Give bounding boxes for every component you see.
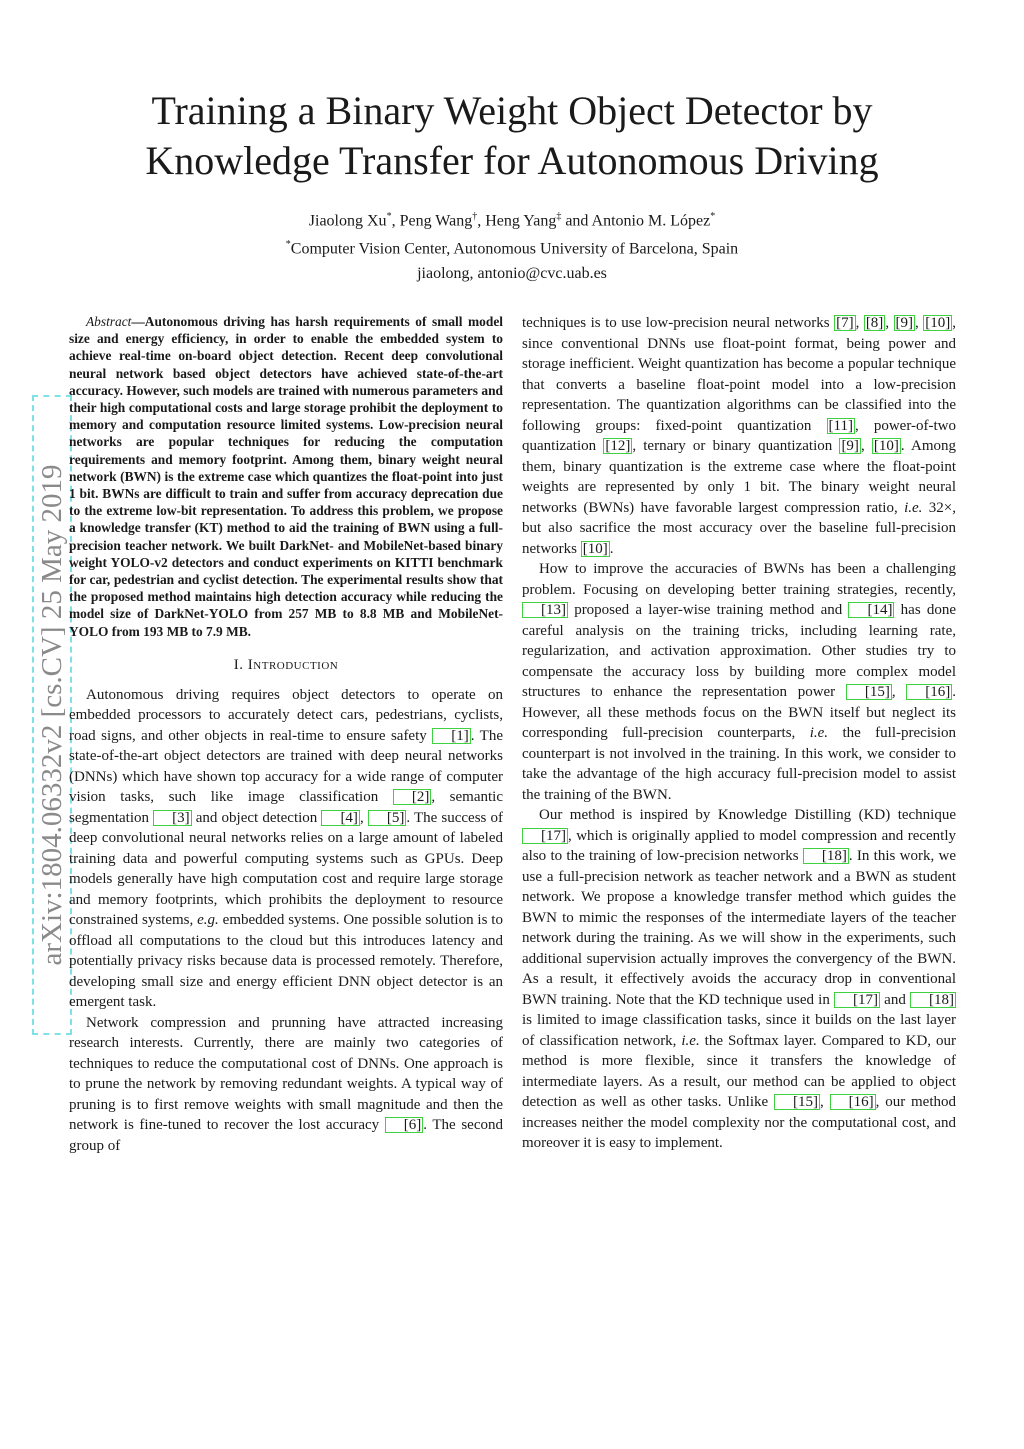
citation-link[interactable]: [16] xyxy=(830,1094,876,1110)
arxiv-stamp[interactable]: arXiv:1804.06332v2 [cs.CV] 25 May 2019 xyxy=(32,395,72,1035)
citation-link[interactable]: [1] xyxy=(432,728,471,744)
paragraph: Our method is inspired by Knowledge Distilling (KD) technique[17] , which is originally applied to model compression and recently also to the training of low-precision networks [18] . In this work, we use a full-precision network as teacher network and a BWN as student network. We propose a knowledge transfer method which guides the BWN to mimic the responses of the intermediate layers of the teacher network during the training. As we will show in the experiments, such additional supervision actually improves the convergency of the BWN. As a result, it effectively avoids the accuracy drop in conventional BWN training. Note that the KD technique used in [17] and [18] is limited to image classification tasks, since it builds on the last layer of classification network, i.e. the Softmax layer. Compared to KD, our method is more flexible, since it transfers the knowledge of intermediate layers. As a result, our method can be applied to object detection as well as other tasks. Unlike [15] , [16] , our method increases neither the model complexity nor the computational cost, and moreover it is easy to implement. xyxy=(522,807,957,1151)
citation-link[interactable]: [2] xyxy=(393,789,432,805)
citation-link[interactable]: [17] xyxy=(834,992,880,1008)
abstract-label: Abstract xyxy=(86,314,132,329)
affiliation-mark: ‡ xyxy=(556,211,562,222)
citation-link[interactable]: [14] xyxy=(848,602,894,618)
citation-link[interactable]: [6] xyxy=(385,1117,424,1133)
citation-link[interactable]: [17] xyxy=(522,828,568,844)
right-column xyxy=(522,313,956,1154)
citation-link[interactable]: [10] xyxy=(873,438,899,454)
citation-link[interactable]: [7] xyxy=(836,315,854,331)
author-xu: Jiaolong Xu xyxy=(308,212,387,230)
citation-link[interactable]: [5] xyxy=(368,810,407,826)
citation-link[interactable]: [11] xyxy=(828,417,853,434)
paragraph: Autonomous driving requires object detectors to operate on embedded processors to accurately detect cars, pedestrians, cyclists, road signs, and other objects in real-time to ensure safety [1] . The state-of-the-art object detectors are trained with deep neural networks (DNNs) which have shown top accuracy for a wide range of computer vision tasks, such like image classification [2] , semantic segmentation [3] and object detection [4] , [5] . The success of deep convolutional neural networks relies on a large amount of labeled training data and powerful computing systems such as GPUs. Deep models generally have high computation cost and require large storage and memory footprints, which prohibits the deployment to resource constrained systems, e.g. embedded systems. One possible solution is to offload all computations to the cloud but this introduces latency and potentially privacy risks because data is processed remotely. Therefore, developing small size and energy efficient DNN object detector is an emergent task. xyxy=(69,686,504,1011)
affiliation-mark: * xyxy=(386,211,392,222)
paragraph: How to improve the accuracies of BWNs has been a challenging problem. Focusing on developing better training strategies, recently, [13] proposed a layer-wise training method and [14] has done careful analysis on the training tricks, including learning rate, regularization, and activation approximation. Other studies try to compensate the accuracy loss by building more complex model structures to enhance the representation power [15] , [16] . However, all these methods focus on the BWN itself but neglect its corresponding full-precision counterparts, i.e. the full-precision counterpart is not involved in the training. In this work, we consider to take the advantage of the high accuracy full-precision model to assist the training of the BWN. xyxy=(522,561,957,803)
affiliation-mark: * xyxy=(710,211,716,222)
citation-link[interactable]: [12] xyxy=(605,438,631,454)
citation-link[interactable]: [13] xyxy=(522,602,568,618)
citation-link[interactable]: [9] xyxy=(895,315,914,331)
citation-link[interactable]: [10] xyxy=(582,540,608,557)
section-heading xyxy=(69,655,503,675)
citation-link[interactable]: [3] xyxy=(153,810,192,826)
left-column xyxy=(69,313,503,1156)
author-lopez: and Antonio M. López xyxy=(561,212,711,230)
author-wang: , Peng Wang xyxy=(391,212,473,230)
citation-link[interactable]: [18] xyxy=(910,992,956,1008)
section-title: Introduction xyxy=(247,656,339,673)
author-block xyxy=(0,205,1024,286)
citation-link[interactable]: [16] xyxy=(906,684,952,700)
affiliation-text: Computer Vision Center, Autonomous University of Barcelona, Spain xyxy=(290,240,739,258)
author-yang: , Heng Yang xyxy=(477,212,557,230)
abstract xyxy=(69,313,503,640)
citation-link[interactable]: [18] xyxy=(803,848,849,864)
affiliation-mark: * xyxy=(285,239,291,251)
author-names xyxy=(0,205,1024,233)
section-number: I. xyxy=(233,656,244,673)
citation-link[interactable]: [8] xyxy=(865,315,884,331)
title-line-1: Training a Binary Weight Object Detector by xyxy=(151,88,873,133)
paper-title xyxy=(0,86,1024,186)
citation-link[interactable]: [10] xyxy=(925,315,951,331)
citation-link[interactable]: [15] xyxy=(774,1094,820,1110)
citation-link[interactable]: [9] xyxy=(841,438,859,454)
paragraph: Network compression and prunning have attracted increasing research interests. Currently, there are mainly two categories of techniques to reduce the computational cost of DNNs. One approach is to prune the network by removing redundant weights. A typical way of pruning is to first remove weights with small magnitude and then the network is fine-tuned to recover the lost accuracy [6] . The second group of xyxy=(69,1014,503,1154)
affiliation-mark: † xyxy=(472,211,478,222)
paragraph: techniques is to use low-precision neural networks [7] , [8] , [9] , [10] , since conventional DNNs use float-point format, being power and storage inefficient. Weight quantization has become a popular technique that converts a baseline float-point model into a low-precision representation. The quantization algorithms can be classified into the following groups: fixed-point quantization [11] , power-of-two quantization [12] , ternary or binary quantization [9] , [10] . Among them, binary quantization is the extreme case where the float-point weights are represented by only 1 bit. The binary weight neural networks (BWNs) have favorable largest compression ratio, i.e. 32×, but also sacrifice the most accuracy over the baseline full-precision networks [10] . xyxy=(522,315,957,557)
affiliation xyxy=(0,233,1024,261)
citation-link[interactable]: [4] xyxy=(321,810,360,826)
abstract-text: —Autonomous driving has harsh requirements of small model size and energy efficiency, in order to enable the embedded system to achieve real-time on-board object detection. Recent deep convolutional neural network based object detectors have achieved state-of-the-art accuracy. However, such models are trained with numerous parameters and their high computational costs and large storage prohibit the deployment to memory and computation resource limited systems. Low-precision neural networks are popular techniques for reducing the computation requirements and memory footprint. Among them, binary weight neural network (BWN) is the extreme case which quantizes the float-point into just 1 bit. BWNs are difficult to train and suffer from accuracy deprecation due to the extreme low-bit representation. To address this problem, we propose a knowledge transfer (KT) method to aid the training of BWN using a full-precision teacher network. We built DarkNet- and MobileNet-based binary weight YOLO-v2 detectors and conduct experiments on KITTI benchmark for car, pedestrian and cyclist detection. The experimental results show that the proposed method maintains high detection accuracy while reducing the model size of DarkNet-YOLO from 257 MB to 8.8 MB and MobileNet-YOLO from 193 MB to 7.9 MB. xyxy=(69,314,503,639)
title-line-2: Knowledge Transfer for Autonomous Driving xyxy=(145,138,879,183)
author-email: jiaolong, antonio@cvc.uab.es xyxy=(417,264,607,282)
citation-link[interactable]: [15] xyxy=(846,684,892,700)
